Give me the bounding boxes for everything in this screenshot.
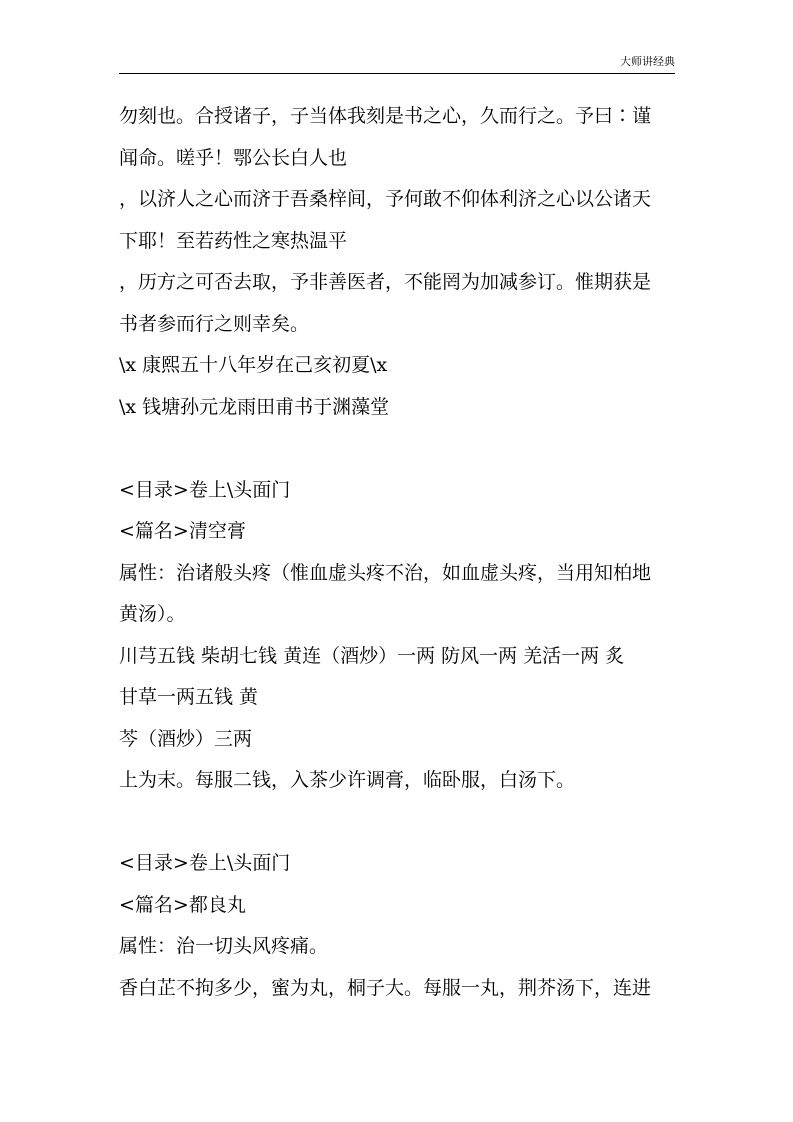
text-line: \x 康熙五十八年岁在己亥初夏\x <box>119 354 388 376</box>
section-title-line: <篇名>清空膏 <box>119 520 246 542</box>
header-divider <box>119 73 675 74</box>
blank-line <box>119 428 679 470</box>
blank-line <box>119 802 679 844</box>
text-line: 闻命。嗟乎！鄂公长白人也 <box>119 146 348 169</box>
page-header <box>119 0 675 74</box>
text-line: ，历方之可否去取，予非善医者，不能罔为加减参订。惟期获是 <box>119 271 652 293</box>
text-line: 香白芷不拘多少，蜜为丸，桐子大。每服一丸，荆芥汤下，连进 <box>119 976 652 999</box>
text-line: 黄汤）。 <box>119 603 186 625</box>
section-title-line: <篇名>都良丸 <box>119 893 246 916</box>
text-line: ，以济人之心而济于吾桑梓间，予何敢不仰体利济之心以公诸天 <box>119 188 652 210</box>
text-line: 勿刻也。合授诸子，子当体我刻是书之心，久而行之。予曰∶谨 <box>119 105 652 127</box>
text-line: 上为末。每服二钱，入茶少许调膏，临卧服，白汤下。 <box>119 769 576 791</box>
document-body <box>119 96 679 1009</box>
section-catalog-line: <目录>卷上\头面门 <box>119 478 291 501</box>
text-line: 芩（酒炒）三两 <box>119 727 253 750</box>
text-line: 川芎五钱 柴胡七钱 黄连（酒炒）一两 防风一两 羌活一两 炙 <box>119 644 625 667</box>
text-line: \x 钱塘孙元龙雨田甫书于渊藻堂 <box>119 395 390 418</box>
header-title: 大师讲经典 <box>620 55 675 68</box>
text-line: 下耶！至若药性之寒热温平 <box>119 229 348 252</box>
text-line: 属性：治诸般头疼（惟血虚头疼不治，如血虚头疼，当用知柏地 <box>119 561 652 584</box>
text-line: 甘草一两五钱 黄 <box>119 686 259 708</box>
text-line: 书者参而行之则幸矣。 <box>119 312 310 335</box>
section-catalog-line: <目录>卷上\头面门 <box>119 852 291 874</box>
text-line: 属性：治一切头风疼痛。 <box>119 935 329 957</box>
